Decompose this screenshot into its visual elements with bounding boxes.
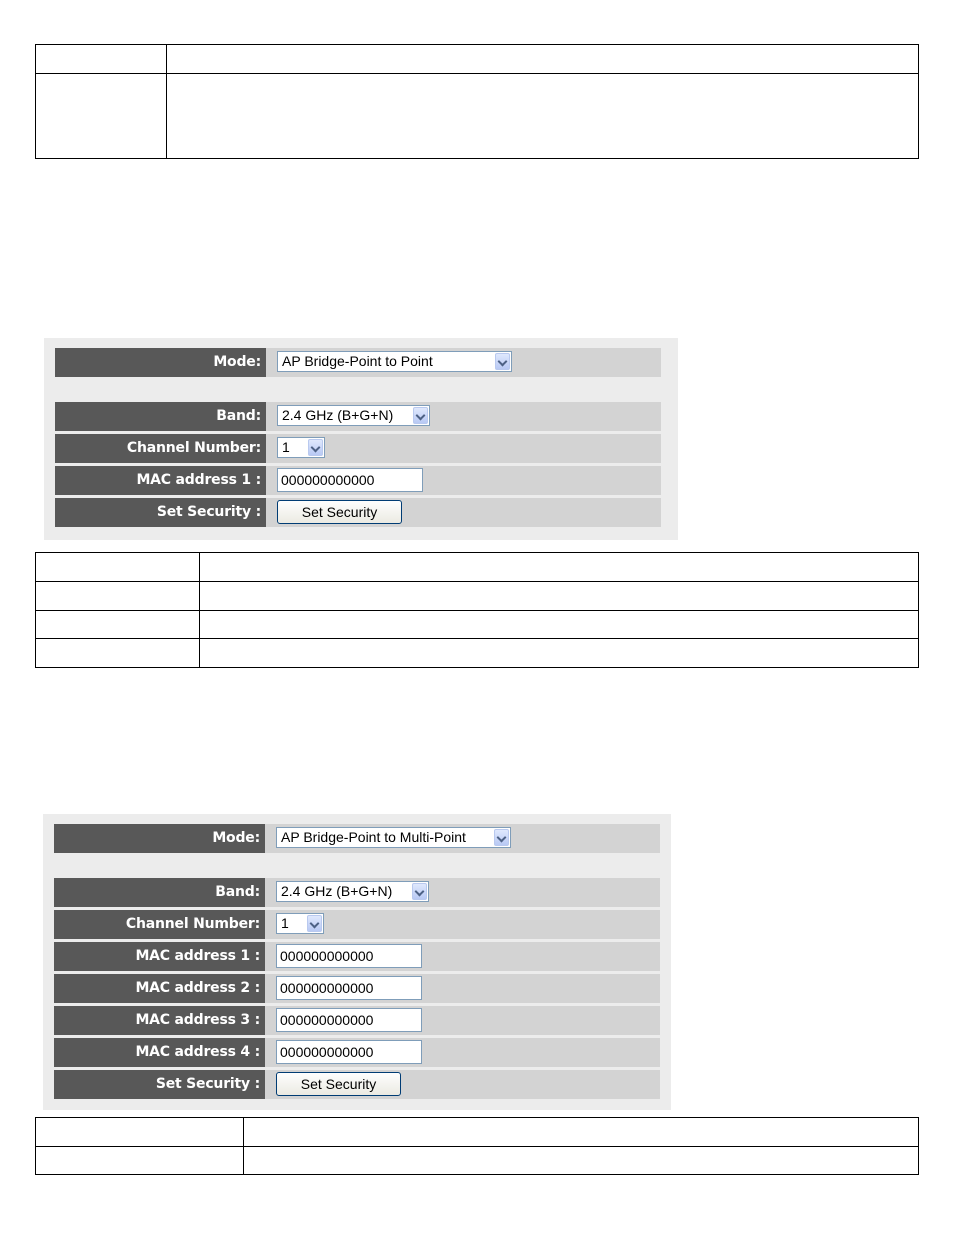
channel-row xyxy=(55,434,661,463)
mac-address-2-row xyxy=(54,974,660,1003)
mac-address-1-label: MAC address 1 : xyxy=(54,942,265,971)
table-cell xyxy=(200,581,919,610)
band-select[interactable] xyxy=(277,405,430,426)
table-cell xyxy=(200,610,919,639)
mac-address-2-input[interactable]: 000000000000 xyxy=(276,976,422,1000)
mode-label: Mode: xyxy=(54,824,265,853)
mac-address-3-label: MAC address 3 : xyxy=(54,1006,265,1035)
doc-table-top xyxy=(35,44,919,159)
table-cell xyxy=(36,581,200,610)
table-cell xyxy=(36,1146,244,1175)
chevron-down-icon xyxy=(495,353,510,370)
channel-row xyxy=(54,910,660,939)
mac-address-3-row xyxy=(54,1006,660,1035)
mac-address-4-label: MAC address 4 : xyxy=(54,1038,265,1067)
channel-label: Channel Number: xyxy=(54,910,265,939)
table-cell xyxy=(244,1146,919,1175)
channel-select[interactable] xyxy=(277,437,325,458)
mac-address-1-row xyxy=(55,466,661,495)
mode-row xyxy=(55,348,661,377)
mode-select[interactable] xyxy=(277,351,512,372)
chevron-down-icon xyxy=(308,439,323,456)
set-security-label: Set Security : xyxy=(54,1070,265,1099)
mode-label: Mode: xyxy=(55,348,266,377)
mode-select[interactable] xyxy=(276,827,511,848)
mac-address-1-input[interactable]: 000000000000 xyxy=(276,944,422,968)
set-security-button[interactable]: Set Security xyxy=(277,500,402,524)
set-security-row xyxy=(55,498,661,527)
mac-address-1-row xyxy=(54,942,660,971)
table-cell xyxy=(36,610,200,639)
band-row xyxy=(54,878,660,907)
table-cell xyxy=(36,639,200,668)
table-cell xyxy=(36,74,167,159)
table-cell xyxy=(36,1118,244,1147)
mac-address-3-input[interactable]: 000000000000 xyxy=(276,1008,422,1032)
chevron-down-icon xyxy=(494,829,509,846)
channel-select[interactable] xyxy=(276,913,324,934)
doc-table-middle xyxy=(35,552,919,668)
mac-address-1-label: MAC address 1 : xyxy=(55,466,266,495)
table-cell xyxy=(36,45,167,74)
band-select[interactable] xyxy=(276,881,429,902)
channel-select-value: 1 xyxy=(282,439,290,455)
mac-address-4-input[interactable]: 000000000000 xyxy=(276,1040,422,1064)
table-cell xyxy=(36,553,200,582)
band-row xyxy=(55,402,661,431)
mac-address-1-input[interactable]: 000000000000 xyxy=(277,468,423,492)
mac-address-4-row xyxy=(54,1038,660,1067)
table-cell xyxy=(200,553,919,582)
mac-address-2-label: MAC address 2 : xyxy=(54,974,265,1003)
doc-table-bottom xyxy=(35,1117,919,1175)
band-label: Band: xyxy=(54,878,265,907)
channel-select-value: 1 xyxy=(281,915,289,931)
channel-label: Channel Number: xyxy=(55,434,266,463)
band-select-value: 2.4 GHz (B+G+N) xyxy=(281,883,393,899)
table-cell xyxy=(167,74,919,159)
chevron-down-icon xyxy=(307,915,322,932)
set-security-button[interactable]: Set Security xyxy=(276,1072,401,1096)
mode-row xyxy=(54,824,660,853)
band-select-value: 2.4 GHz (B+G+N) xyxy=(282,407,394,423)
bridge-point-to-point-panel xyxy=(44,338,678,540)
table-cell xyxy=(167,45,919,74)
mode-select-value: AP Bridge-Point to Point xyxy=(282,353,433,369)
table-cell xyxy=(200,639,919,668)
band-label: Band: xyxy=(55,402,266,431)
bridge-point-to-multi-point-panel xyxy=(43,814,671,1110)
set-security-row xyxy=(54,1070,660,1099)
chevron-down-icon xyxy=(413,407,428,424)
set-security-label: Set Security : xyxy=(55,498,266,527)
chevron-down-icon xyxy=(412,883,427,900)
table-cell xyxy=(244,1118,919,1147)
mode-select-value: AP Bridge-Point to Multi-Point xyxy=(281,829,466,845)
